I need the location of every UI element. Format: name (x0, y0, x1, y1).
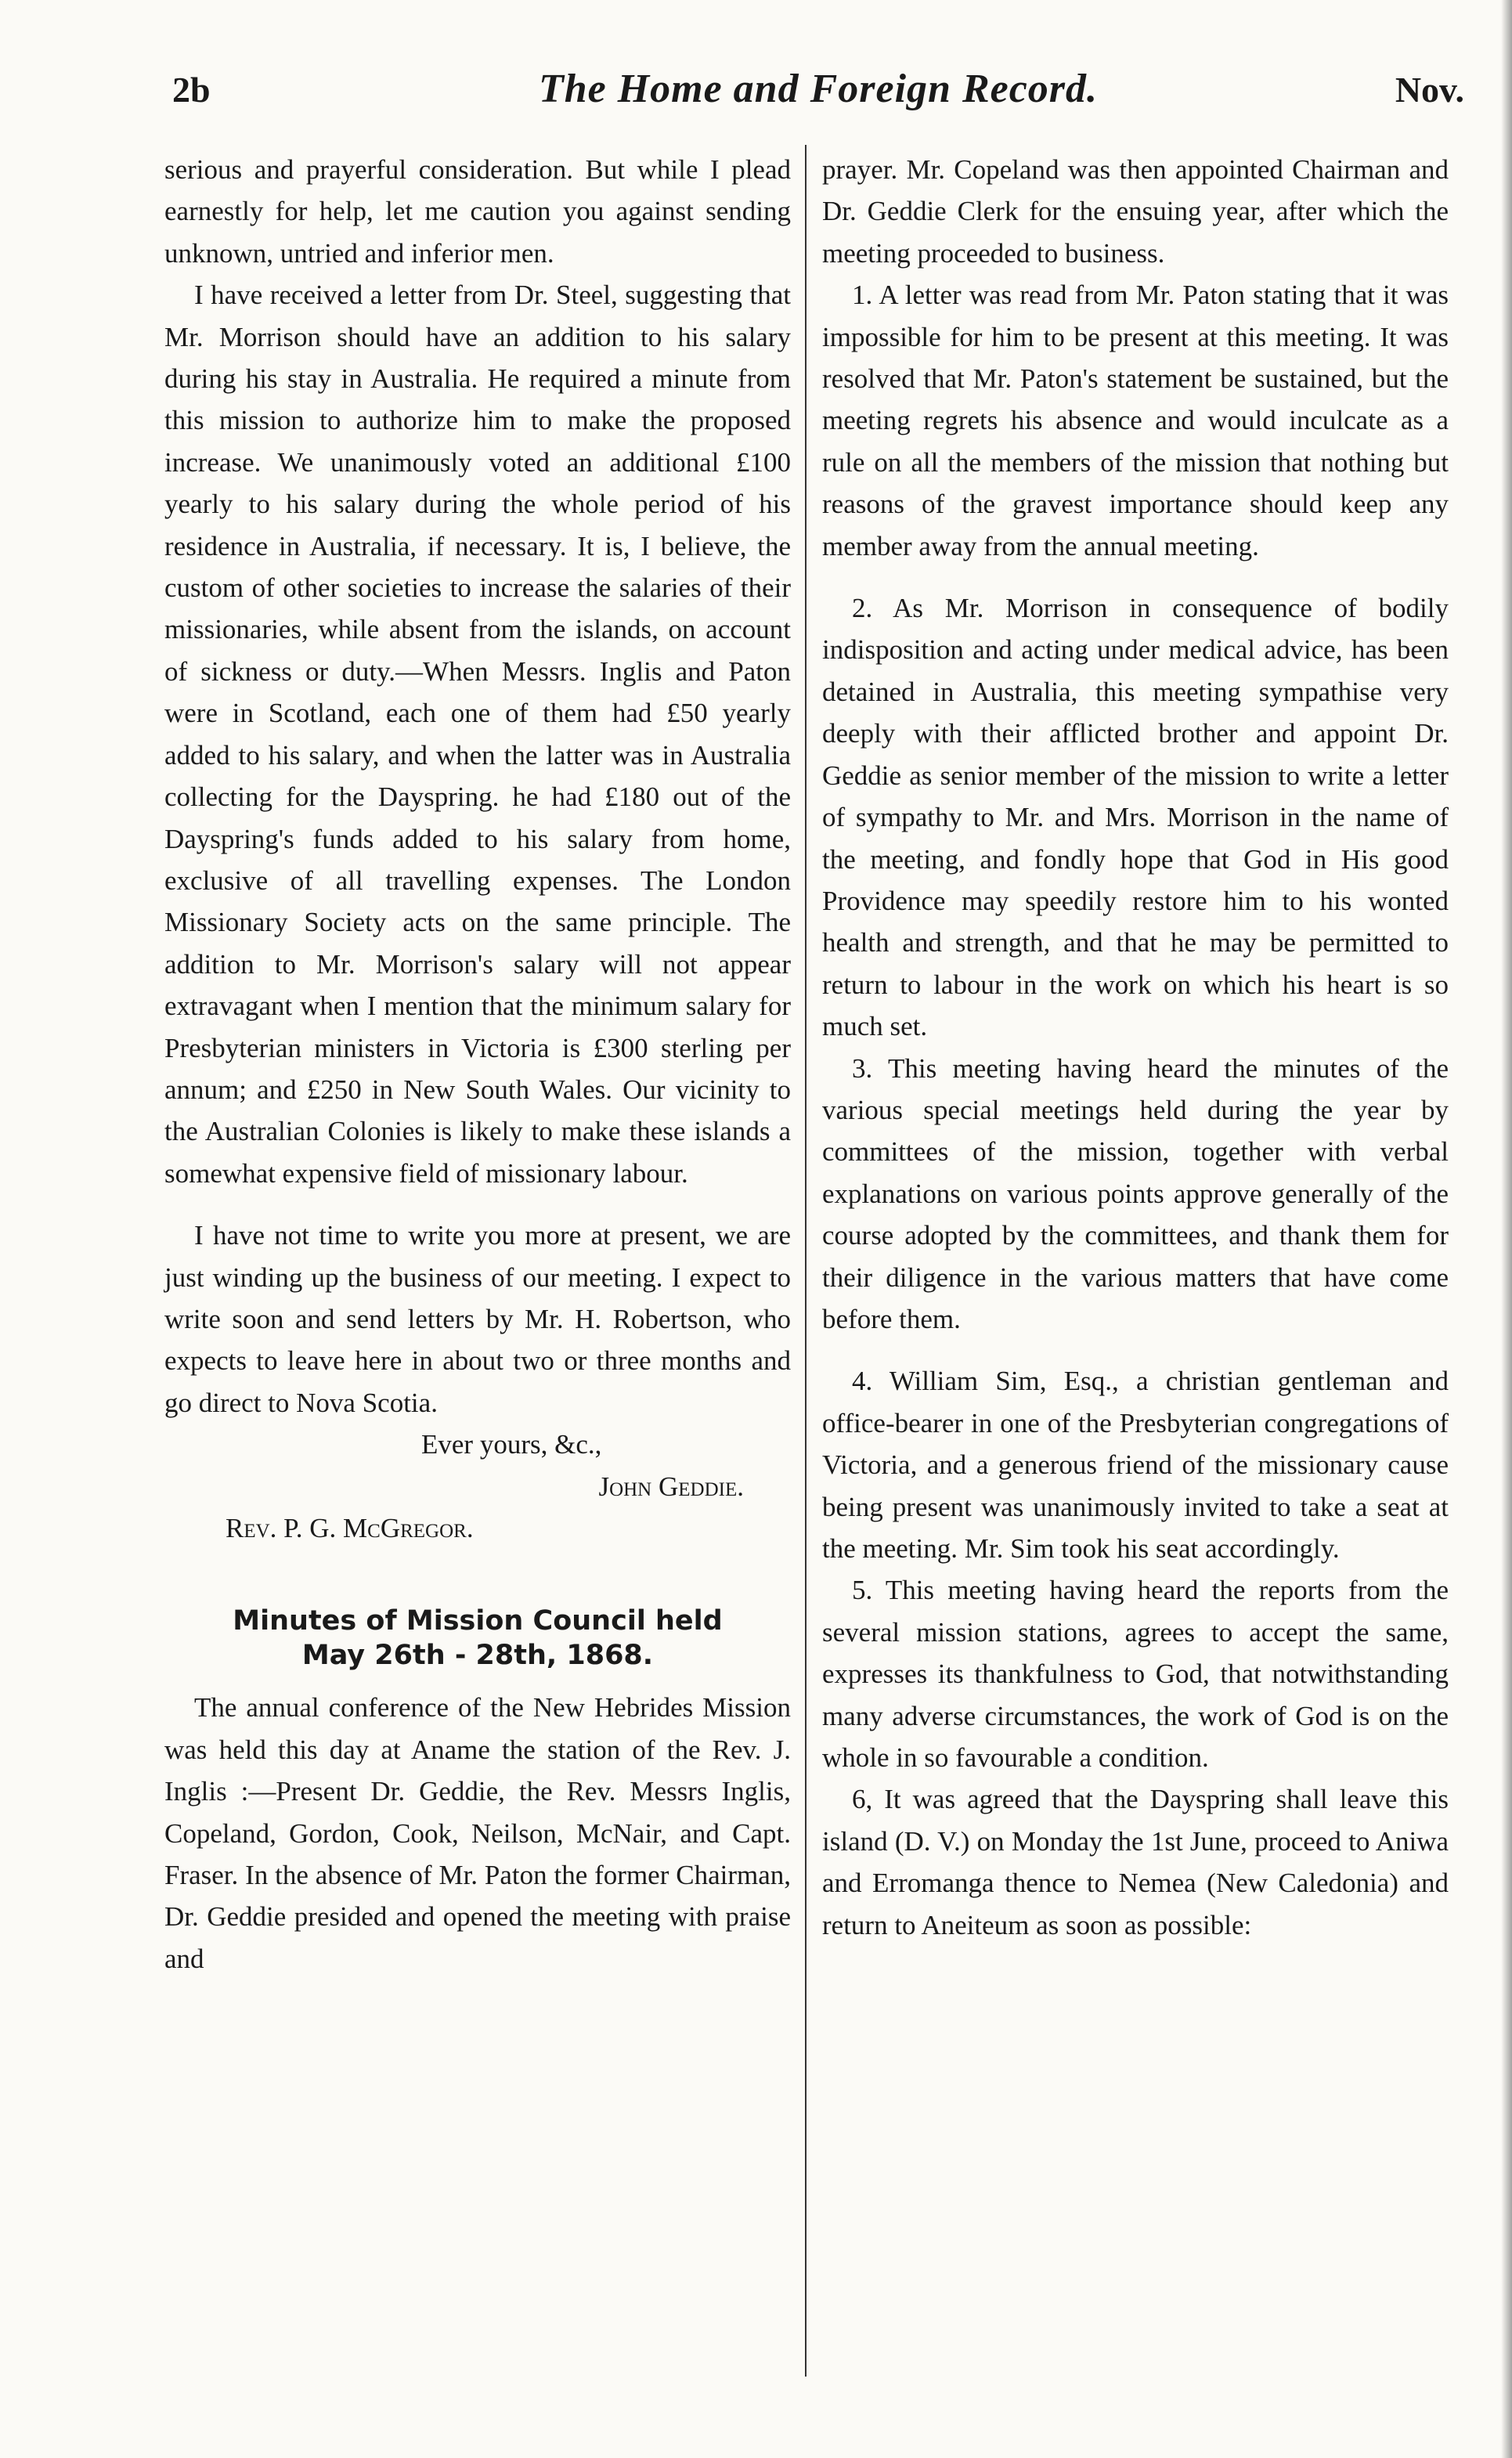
running-header (172, 69, 1464, 116)
paragraph: 1. A letter was read from Mr. Paton stating that it was impossible for him to be present at this meeting. It was resolved that Mr. Paton's statement be sustained, but the meeting regrets his absence and would inculcate as a rule on all the members of the mission that nothing but reasons of the gravest importance should keep any member away from the annual meeting. (822, 280, 1449, 561)
paragraph: I have received a letter from Dr. Steel, suggesting that Mr. Morrison should have an addition to his salary during his stay in Australia. He required a minute from this mission to authorize him to make the proposed increase. We unanimously voted an additional £100 yearly to his salary during the whole period of his residence in Australia, if necessary. It is, I believe, the custom of other societies to increase the salaries of their missionaries, while absent from the islands, on account of sickness or duty.—When Messrs. Inglis and Paton were in Scotland, each one of them had £50 yearly added to his salary, and when the latter was in Australia collecting for the Dayspring. he had £180 out of the Dayspring's funds added to his salary from home, exclusive of all travelling expenses. The London Missionary Society acts on the same principle. The addition to Mr. Morrison's salary will not appear extravagant when I mention that the minimum salary for Presbyterian ministers in Victoria is £300 sterling per annum; and £250 in New South Wales. Our vicinity to the Australian Colonies is likely to make these islands a somewhat expensive field of missionary labour. (164, 280, 791, 1189)
column-divider (805, 145, 807, 2377)
issue-month: Nov. (1395, 70, 1464, 110)
paragraph: serious and prayerful consideration. But while I plead earnestly for help, let me caution you against sending unknown, untried and inferior men. (164, 154, 791, 269)
paragraph: I have not time to write you more at present, we are just winding up the business of our meeting. I expect to write soon and send letters by Mr. H. Robertson, who expects to leave here in about two or three months and go direct to Nova Scotia. (164, 1220, 791, 1418)
letter-signature: John Geddie. (598, 1471, 744, 1502)
left-column (164, 149, 791, 1980)
paragraph: 3. This meeting having heard the minutes of the various special meetings held during the year by committees of the mission, together with verbal explanations on various points approve generally of the course adopted by the committees, and thank them for their diligence in the various matters that have come before them. (822, 1052, 1449, 1334)
right-column (822, 149, 1449, 1946)
paragraph: The annual conference of the New Hebrides Mission was held this day at Aname the station of the Rev. J. Inglis :—Present Dr. Geddie, the Rev. Messrs Inglis, Copeland, Gordon, Cook, Neilson, McNair, and Capt. Fraser. In the absence of Mr. Paton the former Chairman, Dr. Geddie presided and opened the meeting with praise and (164, 1692, 791, 1974)
page-edge-shadow (1501, 0, 1512, 2458)
page-number: 2b (172, 70, 211, 110)
journal-title: The Home and Foreign Record. (538, 67, 1099, 111)
section-title (164, 1604, 791, 1673)
paragraph: 5. This meeting having heard the reports from the several mission stations, agrees to accept the same, expresses its thankfulness to God, that notwithstanding many adverse circumstances, the work of God is on the whole in so favourable a condition. (822, 1575, 1449, 1774)
paragraph: 4. William Sim, Esq., a christian gentleman and office-bearer in one of the Presbyterian congregations of Victoria, and a generous friend of the missionary cause being present was unanimously invited to take a seat at the meeting. Mr. Sim took his seat accordingly. (822, 1366, 1449, 1564)
letter-closing: Ever yours, &c., (421, 1429, 602, 1460)
section-title-line: May 26th - 28th, 1868. (301, 1640, 654, 1672)
section-title-line: Minutes of Mission Council held (233, 1605, 723, 1637)
paragraph: 6, It was agreed that the Dayspring shall leave this island (D. V.) on Monday the 1st June, proceed to Aniwa and Erromanga thence to Nemea (New Caledonia) and return to Aneiteum as soon as possible: (822, 1784, 1449, 1940)
paragraph: prayer. Mr. Copeland was then appointed Chairman and Dr. Geddie Clerk for the ensuing year, after which the meeting proceeded to business. (822, 154, 1449, 269)
paragraph: 2. As Mr. Morrison in consequence of bodily indisposition and acting under medical advice, has been detained in Australia, this meeting sympathise very deeply with their afflicted brother and appoint Dr. Geddie as senior member of the mission to write a letter of sympathy to Mr. and Mrs. Morrison in the name of the meeting, and fondly hope that God in His good Providence may speedily restore him to his wonted health and strength, and that he may be permitted to return to labour in the work on which his heart is so much set. (822, 593, 1449, 1042)
letter-addressee: Rev. P. G. McGregor. (226, 1513, 474, 1543)
